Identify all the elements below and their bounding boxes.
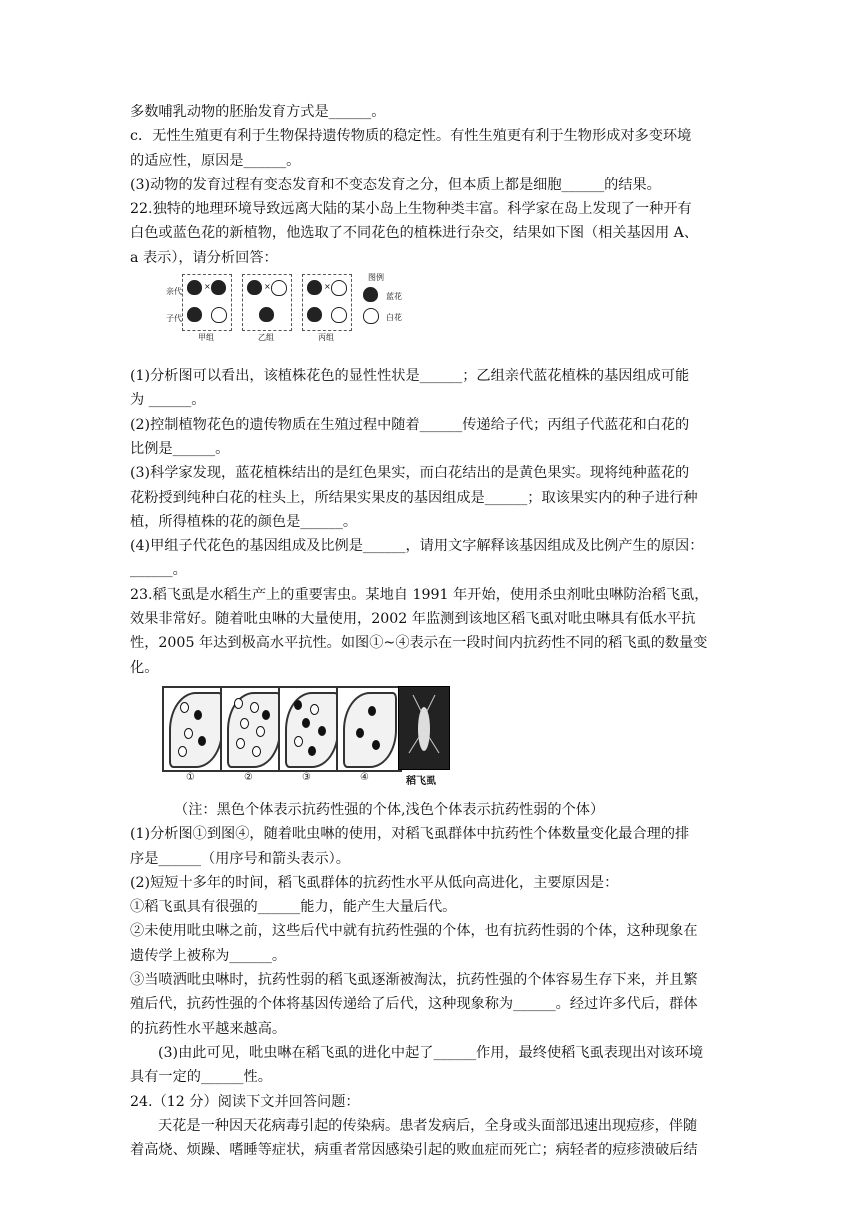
panel-label: ② bbox=[244, 771, 253, 783]
blue-flower-icon bbox=[307, 307, 322, 322]
strong-bug-icon bbox=[262, 710, 270, 720]
panel-label: ④ bbox=[360, 771, 369, 783]
text-block-b bbox=[130, 364, 740, 680]
cross-sign: × bbox=[324, 282, 331, 292]
cross-sign: × bbox=[204, 282, 211, 292]
group-box-jia bbox=[182, 274, 232, 331]
text-line: 化。 bbox=[130, 659, 159, 676]
text-line: 着高烧、烦躁、嗜睡等症状，病重者常因感染引起的败血症而死亡；病轻者的痘疹溃破后结 bbox=[130, 1142, 698, 1159]
text-line: 天花是一种因天花病毒引起的传染病。患者发病后，全身或头面部迅速出现痘疹，伴随 bbox=[158, 1117, 698, 1134]
text-line: 比例是______。 bbox=[130, 440, 230, 457]
blue-flower-icon bbox=[307, 280, 322, 295]
text-line: a 表示），请分析回答： bbox=[130, 249, 278, 266]
blue-flower-icon bbox=[211, 280, 226, 295]
text-line: 植，所得植株的花的颜色是______。 bbox=[130, 513, 358, 530]
strong-bug-icon bbox=[302, 718, 310, 728]
blue-flower-icon bbox=[187, 307, 202, 322]
text-line: 效果非常好。随着吡虫啉的大量使用，2002 年监测到该地区稻飞虱对吡虫啉具有低水平抗 bbox=[130, 611, 696, 628]
child-label: 子代 bbox=[166, 314, 182, 324]
blue-flower-icon bbox=[247, 280, 262, 295]
text-line: ②未使用吡虫啉之前，这些后代中就有抗药性强的个体，也有抗药性弱的个体，这种现象在 bbox=[130, 923, 698, 940]
text-line: ③当喷洒吡虫啉时，抗药性弱的稻飞虱逐渐被淘汰，抗药性强的个体容易生存下来，并且繁 bbox=[130, 972, 698, 989]
blue-flower-icon bbox=[187, 280, 202, 295]
text-line: 为 ______。 bbox=[130, 392, 206, 409]
text-line: c．无性生殖更有利于生物保持遗传物质的稳定性。有性生殖更有利于生物形成对多变环境 bbox=[130, 128, 692, 145]
strong-bug-icon bbox=[356, 728, 364, 738]
strong-bug-icon bbox=[294, 700, 302, 710]
legend-blue-label: 蓝花 bbox=[386, 292, 402, 302]
document-page bbox=[130, 100, 740, 1162]
weak-bug-icon bbox=[294, 736, 303, 747]
strong-bug-icon bbox=[368, 706, 376, 716]
weak-bug-icon bbox=[178, 746, 187, 757]
weak-bug-icon bbox=[240, 718, 249, 729]
text-line: ______。 bbox=[130, 562, 187, 579]
text-line: (4)甲组子代花色的基因组成及比例是______，请用文字解释该基因组成及比例产生的原因： bbox=[130, 538, 704, 555]
strong-bug-icon bbox=[194, 710, 202, 720]
blue-flower-icon bbox=[259, 307, 274, 322]
text-line: ①稻飞虱具有很强的______能力，能产生大量后代。 bbox=[130, 899, 457, 916]
legend-title: 图例 bbox=[368, 273, 384, 283]
text-line: (2)控制植物花色的遗传物质在生殖过程中随着______传递给子代；丙组子代蓝花和白花的 bbox=[130, 416, 690, 433]
white-flower-icon bbox=[271, 280, 287, 296]
white-flower-icon bbox=[363, 308, 379, 324]
group-label: 丙组 bbox=[318, 333, 334, 343]
flower-cross-figure bbox=[130, 272, 740, 362]
strong-bug-icon bbox=[198, 736, 206, 746]
panel-4 bbox=[336, 686, 402, 772]
figure-note: （注：黑色个体表示抗药性强的个体,浅色个体表示抗药性弱的个体） bbox=[174, 801, 605, 818]
text-block-d bbox=[130, 1041, 740, 1114]
leaf-shape bbox=[169, 692, 223, 768]
weak-bug-icon bbox=[184, 728, 193, 739]
text-line: 具有一定的______性。 bbox=[130, 1069, 272, 1086]
text-line: (3)由此可见，吡虫啉在稻飞虱的进化中起了______作用，最终使稻飞虱表现出对该环境 bbox=[158, 1044, 704, 1061]
cross-sign: × bbox=[264, 282, 271, 292]
white-flower-icon bbox=[331, 307, 347, 323]
photo-label: 稻飞虱 bbox=[406, 775, 436, 787]
parent-label: 亲代 bbox=[166, 287, 182, 297]
text-line: 的适应性，原因是______。 bbox=[130, 152, 301, 169]
group-box-yi bbox=[242, 274, 292, 331]
text-line: 序是______（用序号和箭头表示）。 bbox=[130, 850, 350, 867]
strong-bug-icon bbox=[372, 740, 380, 750]
weak-bug-icon bbox=[234, 698, 243, 709]
panel-label: ① bbox=[186, 771, 195, 783]
group-label: 甲组 bbox=[198, 333, 214, 343]
group-label: 乙组 bbox=[258, 333, 274, 343]
strong-bug-icon bbox=[318, 726, 326, 736]
text-line: 花粉授到纯种白花的柱头上，所结果实果皮的基因组成是______；取该果实内的种子进行种 bbox=[130, 489, 698, 506]
white-flower-icon bbox=[211, 307, 227, 323]
weak-bug-icon bbox=[250, 702, 259, 713]
text-block-c bbox=[130, 822, 740, 1041]
text-line: (3)科学家发现，蓝花植株结出的是红色果实，而白花结出的是黄色果实。现将纯种蓝花的 bbox=[130, 465, 690, 482]
question-22-line: 22.独特的地理环境导致远离大陆的某小岛上生物种类丰富。科学家在岛上发现了一种开有 bbox=[130, 201, 692, 218]
text-line: 的抗药性水平越来越高。 bbox=[130, 1020, 287, 1037]
text-line: (2)短短十多年的时间，稻飞虱群体的抗药性水平从低向高进化，主要原因是： bbox=[130, 874, 619, 891]
text-line: 多数哺乳动物的胚胎发育方式是______。 bbox=[130, 104, 386, 120]
panel-3 bbox=[278, 686, 344, 772]
panel-2 bbox=[220, 686, 286, 772]
question-24-line: 24.（12 分）阅读下文并回答问题： bbox=[130, 1093, 360, 1110]
planthopper-figure bbox=[130, 680, 740, 798]
blue-flower-icon bbox=[363, 287, 378, 302]
weak-bug-icon bbox=[256, 726, 265, 737]
text-line: 白色或蓝色花的新植物，他选取了不同花色的植株进行杂交，结果如下图（相关基因用 A、 bbox=[130, 225, 699, 242]
text-line: 殖后代，抗药性强的个体将基因传递给了后代，这种现象称为______。经过许多代后，群体 bbox=[130, 996, 698, 1013]
panel-label: ③ bbox=[302, 771, 311, 783]
weak-bug-icon bbox=[180, 702, 189, 713]
text-block-a bbox=[130, 100, 740, 270]
group-box-bing bbox=[302, 274, 352, 331]
legend-white-label: 白花 bbox=[386, 313, 402, 323]
planthopper-icon bbox=[399, 687, 449, 769]
weak-bug-icon bbox=[236, 738, 245, 749]
white-flower-icon bbox=[331, 280, 347, 296]
weak-bug-icon bbox=[310, 704, 319, 715]
text-line: 遗传学上被称为______。 bbox=[130, 947, 287, 964]
text-block-e bbox=[130, 1114, 740, 1163]
text-line: 性，2005 年达到极高水平抗性。如图①~④表示在一段时间内抗药性不同的稻飞虱的数量变 bbox=[130, 635, 708, 652]
question-23-line: 23.稻飞虱是水稻生产上的重要害虫。某地自 1991 年开始，使用杀虫剂吡虫啉防治稻飞虱， bbox=[130, 586, 709, 603]
text-line: (1)分析图①到图④，随着吡虫啉的使用，对稻飞虱群体中抗药性个体数量变化最合理的排 bbox=[130, 826, 690, 843]
panel-1 bbox=[162, 686, 228, 772]
weak-bug-icon bbox=[252, 746, 261, 757]
text-line: (1)分析图可以看出，该植株花色的显性性状是______；乙组亲代蓝花植株的基因组成可能 bbox=[130, 368, 690, 385]
strong-bug-icon bbox=[308, 746, 316, 756]
panel-row bbox=[162, 686, 462, 796]
planthopper-photo bbox=[398, 686, 450, 770]
leaf-shape bbox=[343, 692, 397, 768]
text-line: (3)动物的发育过程有变态发育和不变态发育之分，但本质上都是细胞______的结果。 bbox=[130, 176, 661, 193]
